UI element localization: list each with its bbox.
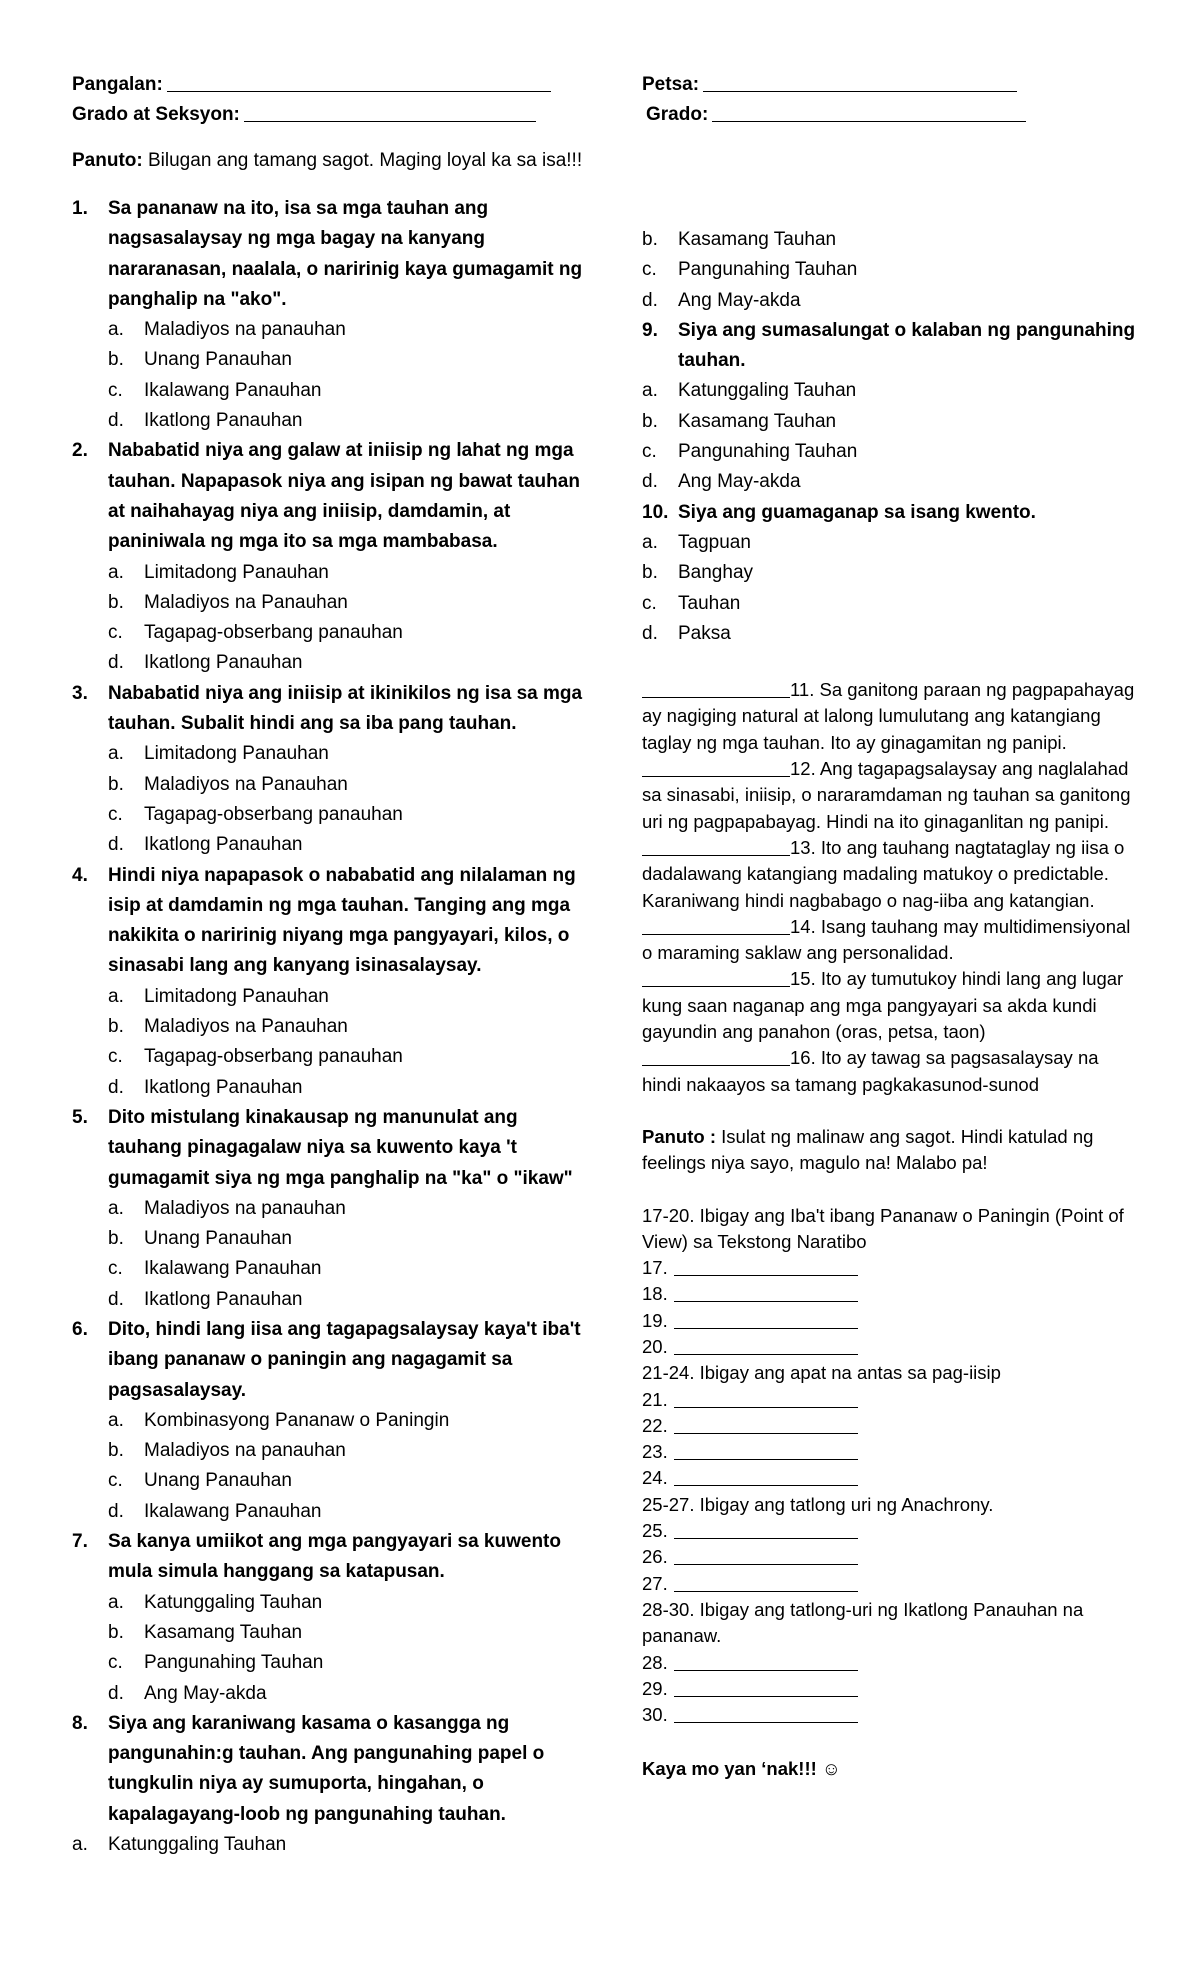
answer-option[interactable] — [642, 376, 1142, 406]
item-number: 29. — [642, 1677, 668, 1699]
name-label: Pangalan: — [72, 74, 163, 95]
option-text: Tagapag-obserbang panauhan — [144, 1046, 403, 1068]
option-text: Ikatlong Panauhan — [144, 410, 303, 432]
short-answer-group-title: 25-27. Ibigay ang tatlong uri ng Anachrony. — [642, 1493, 994, 1515]
item-number: 21. — [642, 1388, 668, 1410]
option-letter: b. — [108, 591, 124, 613]
option-letter: a. — [108, 1591, 124, 1613]
question-number: 8. — [72, 1712, 88, 1734]
option-text: Maladiyos na panauhan — [144, 319, 346, 341]
grade-blank[interactable] — [712, 101, 1026, 122]
option-letter: c. — [108, 379, 123, 401]
question-text: Dito, hindi lang iisa ang tagapagsalaysay kaya't iba't ibang pananaw o paningin ang nagagamit sa pagsasalaysay. — [108, 1318, 581, 1401]
short-answer-item — [642, 1571, 1142, 1597]
option-text: Ikatlong Panauhan — [144, 834, 303, 856]
question-text: Sa kanya umiikot ang mga pangyayari sa kuwento mula simula hanggang sa katapusan. — [108, 1531, 561, 1583]
option-letter: a. — [108, 985, 124, 1007]
answer-blank[interactable] — [642, 837, 790, 856]
answer-option[interactable] — [72, 1466, 592, 1496]
question-text: Dito mistulang kinakausap ng manunulat ang tauhang pinagagalaw niya sa kuwento kaya 't gumagamit siya ng mga panghalip na "ka" o "ikaw" — [108, 1106, 573, 1189]
question-4 — [72, 861, 592, 982]
instructions-2 — [642, 1124, 1142, 1177]
option-letter: c. — [108, 1046, 123, 1068]
option-letter: d. — [642, 622, 658, 644]
answer-option[interactable] — [72, 739, 592, 769]
option-letter: c. — [642, 441, 657, 463]
option-text: Kasamang Tauhan — [678, 229, 837, 250]
fill-in-item — [642, 835, 1142, 914]
question-number: 4. — [72, 864, 88, 886]
option-letter: c. — [642, 592, 657, 614]
option-letter: d. — [108, 1500, 124, 1522]
answer-option[interactable] — [72, 315, 592, 345]
question-number: 7. — [72, 1531, 88, 1553]
answer-blank[interactable] — [674, 1704, 858, 1723]
fill-in-item — [642, 1045, 1142, 1098]
closing-message: Kaya mo yan ‘nak!!! ☺ — [642, 1758, 841, 1780]
answer-option[interactable] — [72, 1830, 592, 1860]
question-number: 1. — [72, 198, 88, 219]
item-number: 25. — [642, 1520, 668, 1542]
answer-option[interactable] — [72, 1224, 592, 1254]
short-answer-group-title: 17-20. Ibigay ang Iba't ibang Pananaw o Paningin (Point of View) sa Tekstong Naratibo — [642, 1204, 1124, 1252]
option-letter: c. — [108, 622, 123, 644]
question-number: 5. — [72, 1106, 88, 1128]
left-column — [72, 70, 592, 1860]
option-letter: a. — [108, 1409, 124, 1431]
item-number: 23. — [642, 1441, 668, 1463]
option-letter: a. — [108, 319, 124, 341]
answer-option[interactable] — [642, 619, 1142, 649]
date-field-row — [642, 70, 1142, 100]
option-text: Ikatlong Panauhan — [144, 1288, 303, 1310]
fill-in-item — [642, 677, 1142, 756]
answer-option[interactable] — [642, 467, 1142, 497]
question-10 — [642, 498, 1142, 528]
option-text: Kasamang Tauhan — [144, 1621, 303, 1643]
answer-blank[interactable] — [674, 1573, 858, 1592]
answer-option[interactable] — [72, 588, 592, 618]
answer-option[interactable] — [72, 1285, 592, 1315]
answer-option[interactable] — [642, 528, 1142, 558]
option-text: Tagpuan — [678, 531, 751, 553]
instructions-2-label: Panuto : — [642, 1125, 716, 1147]
answer-blank[interactable] — [674, 1520, 858, 1539]
answer-blank[interactable] — [642, 758, 790, 777]
option-text: Paksa — [678, 622, 731, 644]
option-text: Pangunahing Tauhan — [678, 259, 858, 281]
answer-blank[interactable] — [674, 1652, 858, 1671]
option-letter: b. — [108, 1440, 124, 1462]
option-letter: b. — [642, 410, 658, 432]
option-text: Pangunahing Tauhan — [144, 1652, 324, 1674]
short-answer-item — [642, 1413, 1142, 1439]
answer-blank[interactable] — [674, 1310, 858, 1329]
item-number: 24. — [642, 1467, 668, 1489]
option-letter: a. — [108, 743, 124, 765]
option-letter: c. — [108, 1258, 123, 1280]
option-text: Ang May-akda — [144, 1682, 267, 1704]
option-letter: c. — [108, 1652, 123, 1674]
option-letter: b. — [108, 1228, 124, 1250]
answer-blank[interactable] — [674, 1283, 858, 1302]
answer-option[interactable] — [72, 1194, 592, 1224]
item-number: 26. — [642, 1546, 668, 1568]
answer-option[interactable] — [72, 1406, 592, 1436]
answer-option[interactable] — [72, 345, 592, 375]
answer-option[interactable] — [72, 376, 592, 406]
answer-blank[interactable] — [642, 1047, 790, 1066]
question-number: 6. — [72, 1318, 88, 1340]
question-text: Nababatid niya ang iniisip at ikinikilos ng isa sa mga tauhan. Subalit hindi ang sa iba pang tauhan. — [108, 682, 583, 735]
question-number: 2. — [72, 440, 88, 462]
short-answer-item — [642, 1676, 1142, 1702]
option-text: Maladiyos na panauhan — [144, 1440, 346, 1462]
option-text: Limitadong Panauhan — [144, 985, 329, 1007]
question-text: Siya ang guamaganap sa isang kwento. — [678, 501, 1036, 523]
option-letter: d. — [108, 1076, 124, 1098]
answer-option[interactable] — [72, 1436, 592, 1466]
answer-blank[interactable] — [674, 1389, 858, 1408]
option-text: Katunggaling Tauhan — [678, 380, 857, 402]
fill-in-item — [642, 756, 1142, 835]
option-text: Ikalawang Panauhan — [144, 1500, 322, 1522]
option-letter: d. — [108, 652, 124, 674]
question-5 — [72, 1103, 592, 1194]
fill-in-text: 15. Ito ay tumutukoy hindi lang ang lugar kung saan naganap ang mga pangyayari sa akda kundi gayundin ang panahon (oras, petsa, taon) — [642, 968, 1124, 1043]
short-answer-item — [642, 1465, 1142, 1491]
option-text: Limitadong Panauhan — [144, 561, 329, 583]
answer-option[interactable] — [642, 286, 1142, 316]
answer-option[interactable] — [642, 437, 1142, 467]
answer-blank[interactable] — [674, 1257, 858, 1276]
question-text: Siya ang karaniwang kasama o kasangga ng pangunahin:g tauhan. Ang pangunahing papel o tungkulin niya ay sumuporta, hingahan, o kapalagayang-loob ng pangunahing tauhan. — [108, 1712, 545, 1825]
answer-option[interactable] — [72, 1679, 592, 1709]
answer-option[interactable] — [72, 1497, 592, 1527]
question-2 — [72, 436, 592, 557]
question-number: 9. — [642, 319, 658, 341]
short-answer-item — [642, 1650, 1142, 1676]
question-8 — [72, 1709, 592, 1830]
answer-option[interactable] — [72, 558, 592, 588]
option-letter: a. — [108, 561, 124, 583]
short-answer-item — [642, 1702, 1142, 1728]
answer-option[interactable] — [72, 1254, 592, 1284]
fill-in-text: 16. Ito ay tawag sa pagsasalaysay na hindi nakaayos sa tamang pagkakasunod-sunod — [642, 1047, 1099, 1095]
question-text: Hindi niya napapasok o nababatid ang nilalaman ng isip at damdamin ng mga tauhan. Tanging ang mga nakikita o naririnig niyang mga pangyayari, kilos, o sinasabi lang ang kanyang isinasalaysay. — [108, 864, 576, 977]
right-column — [642, 70, 1142, 1782]
answer-option[interactable] — [72, 1073, 592, 1103]
option-text: Tauhan — [678, 592, 741, 614]
item-number: 17. — [642, 1257, 668, 1279]
question-number: 10. — [642, 501, 669, 523]
short-answer-item — [642, 1308, 1142, 1334]
answer-option[interactable] — [72, 830, 592, 860]
grade-section-label: Grado at Seksyon: — [72, 104, 240, 125]
question-number: 3. — [72, 682, 88, 704]
option-letter: d. — [642, 289, 658, 311]
grade-label: Grado: — [646, 104, 709, 125]
name-blank[interactable] — [167, 71, 551, 92]
answer-option[interactable] — [72, 982, 592, 1012]
answer-blank[interactable] — [674, 1336, 858, 1355]
answer-blank[interactable] — [674, 1415, 858, 1434]
option-text: Maladiyos na panauhan — [144, 1197, 346, 1219]
item-number: 30. — [642, 1704, 668, 1726]
date-blank[interactable] — [703, 71, 1017, 92]
short-answer-group-title: 21-24. Ibigay ang apat na antas sa pag-iisip — [642, 1362, 1001, 1384]
answer-blank[interactable] — [642, 968, 790, 987]
short-answer-item — [642, 1439, 1142, 1465]
instructions-1-text: Bilugan ang tamang sagot. Maging loyal ka sa isa!!! — [142, 150, 583, 171]
grade-section-row — [72, 100, 592, 130]
item-number: 20. — [642, 1335, 668, 1357]
short-answer-item — [642, 1334, 1142, 1360]
grade-section-blank[interactable] — [244, 101, 536, 122]
option-letter: a. — [72, 1834, 88, 1856]
question-list-left — [72, 194, 592, 1860]
option-letter: d. — [108, 834, 124, 856]
answer-option[interactable] — [72, 800, 592, 830]
short-answer-item — [642, 1281, 1142, 1307]
option-letter: b. — [642, 229, 658, 250]
option-text: Banghay — [678, 562, 754, 584]
answer-blank[interactable] — [674, 1546, 858, 1565]
option-text: Katunggaling Tauhan — [144, 1591, 323, 1613]
question-text: Sa pananaw na ito, isa sa mga tauhan ang nagsasalaysay ng mga bagay na kanyang nararanasan, naalala, o naririnig kaya gumagamit ng panghalip na "ako". — [108, 198, 583, 310]
answer-option[interactable] — [642, 225, 1142, 255]
item-number: 28. — [642, 1651, 668, 1673]
option-text: Unang Panauhan — [144, 1228, 292, 1250]
short-answer-item — [642, 1518, 1142, 1544]
option-text: Maladiyos na Panauhan — [144, 1016, 348, 1038]
option-letter: b. — [108, 349, 124, 371]
option-text: Kasamang Tauhan — [678, 410, 837, 432]
answer-option[interactable] — [72, 1648, 592, 1678]
answer-option[interactable] — [72, 618, 592, 648]
date-label: Petsa: — [642, 74, 700, 95]
answer-option[interactable] — [642, 255, 1142, 285]
answer-option[interactable] — [72, 1012, 592, 1042]
answer-option[interactable] — [642, 558, 1142, 588]
answer-blank[interactable] — [642, 916, 790, 935]
short-answer-item — [642, 1255, 1142, 1281]
option-text: Ang May-akda — [678, 471, 801, 493]
fill-in-item — [642, 914, 1142, 967]
short-answer-section — [642, 1203, 1142, 1729]
name-field-row — [72, 70, 592, 100]
option-letter: c. — [642, 259, 657, 281]
option-text: Ikalawang Panauhan — [144, 1258, 322, 1280]
fill-in-text: 13. Ito ang tauhang nagtataglay ng iisa o dadalawang katangiang madaling matukoy o predictable. Karaniwang hindi nagbabago o nag-iiba ang katangian. — [642, 836, 1125, 911]
option-letter: b. — [108, 1621, 124, 1643]
option-text: Kombinasyong Pananaw o Paningin — [144, 1409, 450, 1431]
item-number: 18. — [642, 1283, 668, 1305]
answer-option[interactable] — [72, 1042, 592, 1072]
option-letter: d. — [108, 1288, 124, 1310]
option-letter: b. — [108, 773, 124, 795]
answer-option[interactable] — [642, 589, 1142, 619]
question-text: Siya ang sumasalungat o kalaban ng pangunahing tauhan. — [678, 319, 1136, 372]
option-text: Tagapag-obserbang panauhan — [144, 803, 403, 825]
answer-option[interactable] — [72, 770, 592, 800]
question-7 — [72, 1527, 592, 1588]
option-text: Maladiyos na Panauhan — [144, 773, 348, 795]
instructions-1 — [72, 146, 592, 176]
option-letter: a. — [642, 380, 658, 402]
option-letter: a. — [642, 531, 658, 553]
question-text: Nababatid niya ang galaw at iniisip ng lahat ng mga tauhan. Napapasok niya ang isipan ng bawat tauhan at naihahayag niya ang iniisip, damdamin, at paniniwala ng mga ito sa mga mambabasa. — [108, 440, 580, 553]
instructions-1-label: Panuto: — [72, 150, 143, 171]
short-answer-item — [642, 1387, 1142, 1413]
answer-option[interactable] — [72, 648, 592, 678]
question-6 — [72, 1315, 592, 1406]
option-letter: a. — [108, 1197, 124, 1219]
answer-blank[interactable] — [674, 1678, 858, 1697]
option-text: Maladiyos na Panauhan — [144, 591, 348, 613]
fill-in-text: 12. Ang tagapagsalaysay ang naglalahad sa sinasabi, iniisip, o nararamdaman ng tauhan sa ganitong uri ng pagpapabayag. Hindi na ito ginaganlitan ng panipi. — [642, 758, 1131, 832]
item-number: 19. — [642, 1309, 668, 1331]
option-letter: c. — [108, 803, 123, 825]
fill-in-item — [642, 966, 1142, 1045]
option-text: Ang May-akda — [678, 289, 801, 311]
option-text: Pangunahing Tauhan — [678, 441, 858, 463]
option-letter: b. — [108, 1016, 124, 1038]
option-text: Katunggaling Tauhan — [108, 1834, 287, 1856]
option-text: Ikalawang Panauhan — [144, 379, 322, 401]
fill-in-text: 14. Isang tauhang may multidimensiyonal o maraming saklaw ang personalidad. — [642, 915, 1131, 964]
item-number: 27. — [642, 1572, 668, 1594]
instructions-2-text: Isulat ng malinaw ang sagot. Hindi katulad ng feelings niya sayo, magulo na! Malabo pa! — [642, 1125, 1094, 1174]
answer-blank[interactable] — [674, 1467, 858, 1486]
answer-blank[interactable] — [674, 1441, 858, 1460]
question-list-right — [642, 316, 1142, 649]
option-text: Unang Panauhan — [144, 349, 292, 371]
grade-field-row — [642, 100, 1142, 130]
item-number: 22. — [642, 1414, 668, 1436]
option-text: Limitadong Panauhan — [144, 743, 329, 765]
answer-blank[interactable] — [642, 679, 790, 698]
option-letter: c. — [108, 1470, 123, 1492]
fill-in-text: 11. Sa ganitong paraan ng pagpapahayag ay nagiging natural at lalong lumulutang ang katangiang taglay ng mga tauhan. Ito ay ginagamitan ng panipi. — [642, 679, 1135, 753]
option-letter: d. — [642, 471, 658, 493]
question-1 — [72, 194, 592, 315]
option-text: Tagapag-obserbang panauhan — [144, 622, 403, 644]
option-letter: b. — [642, 562, 658, 584]
answer-option[interactable] — [642, 407, 1142, 437]
option-text: Ikatlong Panauhan — [144, 1076, 303, 1098]
question-8-options-continued — [642, 225, 1142, 316]
short-answer-item — [642, 1544, 1142, 1570]
short-answer-group-title: 28-30. Ibigay ang tatlong-uri ng Ikatlong Panauhan na pananaw. — [642, 1598, 1084, 1647]
answer-option[interactable] — [72, 1618, 592, 1648]
option-text: Ikatlong Panauhan — [144, 652, 303, 674]
answer-option[interactable] — [72, 406, 592, 436]
answer-option[interactable] — [72, 1588, 592, 1618]
question-9 — [642, 316, 1142, 377]
fill-in-section — [642, 677, 1142, 1098]
question-3 — [72, 679, 592, 740]
option-text: Unang Panauhan — [144, 1470, 292, 1492]
option-letter: d. — [108, 410, 124, 432]
option-letter: d. — [108, 1682, 124, 1704]
